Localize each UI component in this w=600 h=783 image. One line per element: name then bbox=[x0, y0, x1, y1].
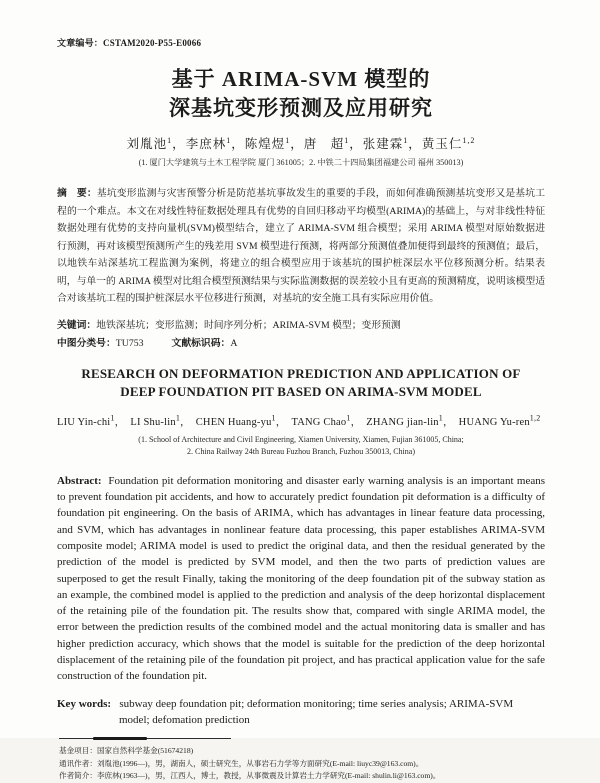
affiliation-en-line2: 2. China Railway 24th Bureau Fuzhou Branch, Fuzhou 350013, China) bbox=[187, 446, 415, 456]
paper-title-zh bbox=[57, 65, 545, 123]
abstract-en-text: Foundation pit deformation monitoring and disaster early warning analysis is an important means to prevent foundation pit accidents, and how to accurately predict foundation pit deformation is a difficulty of foundation pit engineering. On the basis of ARIMA, which has advantages in linear feature data processing, and SVM, which has advantages in nonlinear feature data processing, this paper establishes ARIMA-SVM composite model; ARIMA model is used to predict the original data, and then the residual generated by the prediction of the model is predicted by SVM model, and then the two parts of prediction values are superposed to get the result Finally, taking the monitoring of the deep foundation pit of the subway station as an example, the combined model is applied to the prediction and analysis of the deep horizontal displacement of the retaining pile of the foundation pit. The results show that, compared with single ARIMA model, the error between the prediction results of the combined model and the actual monitoring data is smaller and has higher prediction accuracy, which shows that the model is suitable for the prediction of the deep horizontal displacement of the retaining pile of the foundation pit project, and has practical application value for the safe construction of the foundation pit. bbox=[57, 474, 545, 683]
keywords-zh-text: 地铁深基坑；变形监测；时间序列分析；ARIMA-SVM 模型；变形预测 bbox=[96, 320, 401, 332]
footnote-divider-thick-segment bbox=[93, 737, 147, 740]
footnotes bbox=[59, 745, 545, 783]
author-zh: 黄玉仁$^{1,2}$ bbox=[421, 135, 476, 151]
abstract-zh-label: 摘 要： bbox=[57, 188, 97, 199]
clc-value: TU753 bbox=[115, 337, 144, 349]
author-zh: 李庶林$^1$， bbox=[185, 135, 245, 151]
keywords-en bbox=[57, 696, 545, 729]
footnote-divider bbox=[59, 737, 231, 741]
paper-title-zh-line2: 深基坑变形预测及应用研究 bbox=[169, 96, 433, 120]
author-zh: 张建霖$^1$， bbox=[362, 135, 422, 151]
author-en: TANG Chao$^1$， bbox=[291, 413, 362, 428]
author-en: LIU Yin-chi$^1$， bbox=[57, 413, 126, 428]
paper-title-zh-line1: 基于 ARIMA-SVM 模型的 bbox=[171, 67, 431, 91]
author-en: HUANG Yu-ren$^{1,2}$ bbox=[458, 413, 541, 428]
article-number-label: 文章编号： bbox=[57, 38, 104, 48]
footnote-corresponding-author: 通讯作者：刘胤池(1996—)，男，湖南人，硕士研究生，从事岩石力学等方面研究(E-mail: liuyc39@163.com)。 bbox=[59, 758, 424, 768]
affiliation-zh: (1. 厦门大学建筑与土木工程学院 厦门 361005；2. 中铁二十四局集团福建公司 福州 350013) bbox=[138, 158, 464, 167]
author-en: ZHANG jian-lin$^1$， bbox=[366, 413, 454, 428]
article-number-value: CSTAM2020-P55-E0066 bbox=[103, 38, 202, 48]
abstract-zh-text: 基坑变形监测与灾害预警分析是防范基坑事故发生的重要的手段，而如何准确预测基坑变形又是基坑工程的一个难点。本文在对线性特征数据处理具有优势的自回归移动平均模型(ARIMA)的基础上，与对非线性特征数据处理有优势的支持向量机(SVM)模型结合，建立了 ARIMA-SVM 组合模型；采用 ARIMA 模型对原始数据进行预测，再对该模型预测所产生的残差用 SVM 模型进行预测，将两部分预测值叠加便得到最终的预测值；最后，以地铁车站深基坑工程监测为案例，将建立的组合模型应用于该基坑的围护桩深层水平位移预测分析。结果表明，与单一的 ARIMA 模型对比组合模型预测结果与实际监测数据的误差较小且有更高的预测精度，说明该模型适合对该基坑工程的围护桩深层水平位移进行预测，对基坑的安全施工具有实际应用价值。 bbox=[57, 188, 546, 304]
authors-en bbox=[57, 413, 545, 429]
authors-zh bbox=[57, 134, 545, 152]
clc-label: 中图分类号： bbox=[57, 337, 116, 349]
paper-title-en-line1: RESEARCH ON DEFORMATION PREDICTION AND APPLICATION OF bbox=[81, 366, 521, 382]
author-zh: 刘胤池$^1$， bbox=[126, 135, 186, 151]
paper-title-en-line2: DEEP FOUNDATION PIT BASED ON ARIMA-SVM MODEL bbox=[120, 384, 482, 400]
abstract-en-label: Abstract: bbox=[57, 474, 102, 487]
abstract-en bbox=[57, 473, 545, 685]
paper-title-en bbox=[57, 365, 545, 401]
author-en: CHEN Huang-$yu^1$， bbox=[195, 413, 287, 428]
author-en: LI Shu-lin$^1$， bbox=[130, 413, 191, 428]
author-zh: 陈煌煜$^1$， bbox=[244, 135, 304, 151]
footnote-author-bio: 作者简介：李庶林(1963—)，男，江西人，博士，教授，从事微震及计算岩土力学研究(E-mail: shulin.li@163.com)。 bbox=[59, 771, 441, 781]
article-number bbox=[57, 36, 545, 49]
affiliation-en-line1: (1. School of Architecture and Civil Engineering, Xiamen University, Xiamen, Fujian 361005, China; bbox=[138, 434, 464, 444]
keywords-en-label: Key words: bbox=[57, 697, 112, 710]
classification-line bbox=[57, 335, 545, 353]
doc-code-value: A bbox=[230, 337, 238, 349]
author-zh: 唐 超$^1$， bbox=[303, 135, 363, 151]
footnote-fund: 基金项目：国家自然科学基金(51674218) bbox=[59, 746, 194, 756]
keywords-zh bbox=[57, 317, 545, 335]
abstract-zh bbox=[57, 185, 545, 308]
affiliation-en bbox=[57, 434, 545, 458]
doc-code-label: 文献标识码： bbox=[171, 337, 231, 349]
keywords-zh-label: 关键词： bbox=[57, 320, 97, 332]
keywords-en-text: subway deep foundation pit; deformation monitoring; time series analysis; ARIMA-SVM model; defomation prediction bbox=[119, 697, 514, 726]
